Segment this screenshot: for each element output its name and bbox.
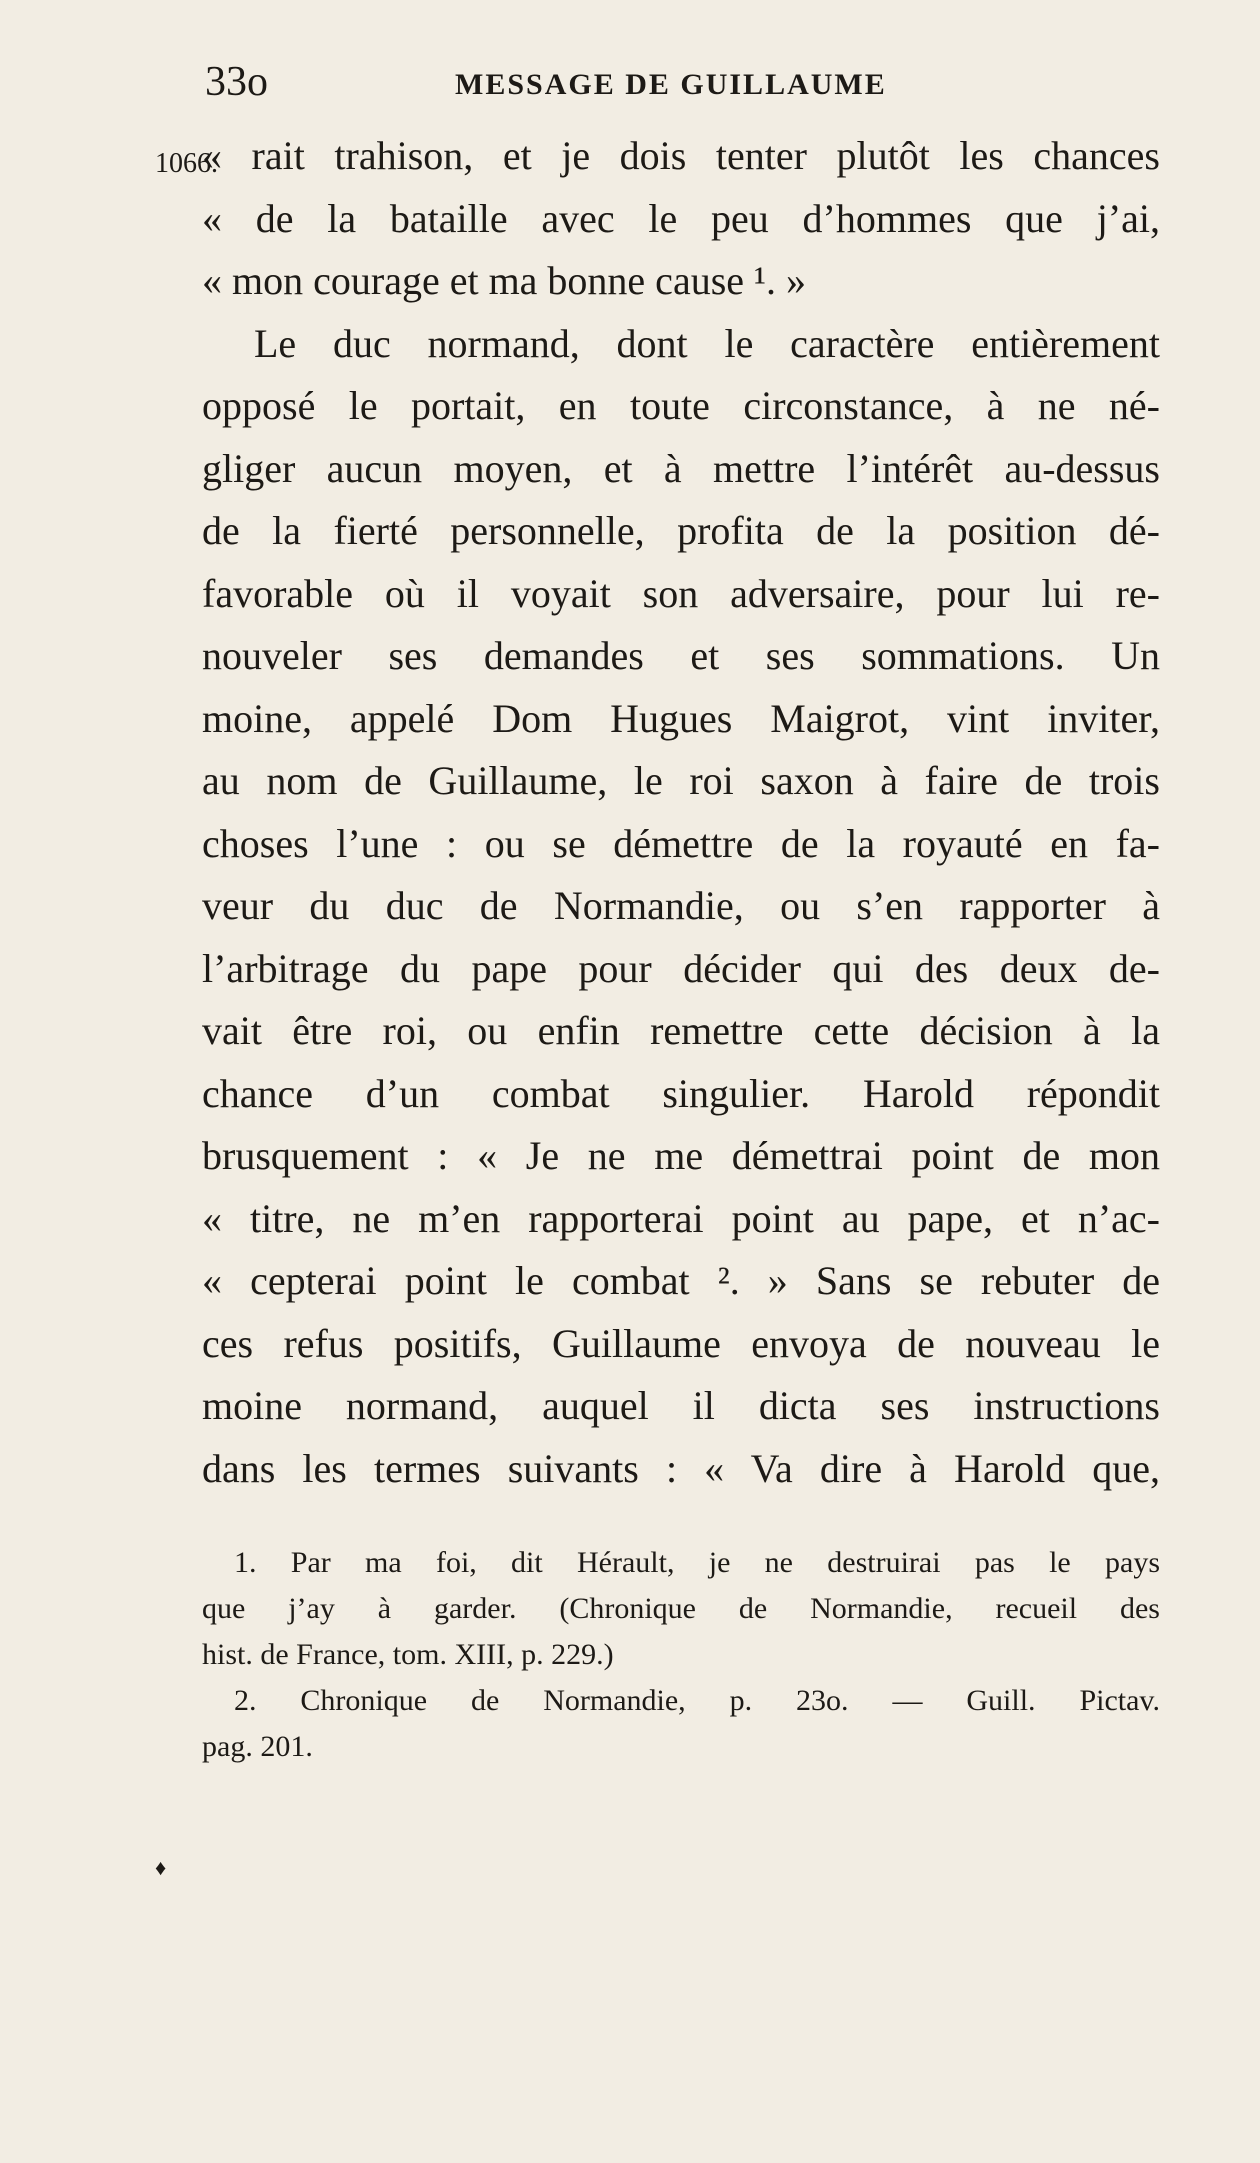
footnote-line: hist. de France, tom. XIII, p. 229.)	[202, 1638, 614, 1671]
body-line: « cepterai point le combat ². » Sans se rebuter de	[202, 1258, 1160, 1303]
page-header	[0, 58, 1260, 108]
body-line: gliger aucun moyen, et à mettre l’intérêt au-dessus	[202, 445, 1160, 491]
body-line: moine normand, auquel il dicta ses instructions	[202, 1383, 1160, 1428]
body-line: nouveler ses demandes et ses sommations. Un	[202, 633, 1160, 678]
body-text	[202, 125, 1160, 1500]
body-line: favorable où il voyait son adversaire, pour lui re-	[202, 570, 1160, 616]
body-line: opposé le portait, en toute circonstance, à ne né-	[202, 383, 1160, 428]
footnote-line: pag. 201.	[202, 1730, 313, 1763]
body-line: Le duc normand, dont le caractère entièrement	[254, 320, 1160, 366]
stray-ink-mark: ♦	[155, 1855, 167, 1880]
body-line: de la fierté personnelle, profita de la position dé-	[202, 508, 1160, 553]
body-line: moine, appelé Dom Hugues Maigrot, vint inviter,	[202, 695, 1160, 741]
footnote-line: que j’ay à garder. (Chronique de Normandie, recueil des	[202, 1592, 1160, 1625]
body-line: « titre, ne m’en rapporterai point au pape, et n’ac-	[202, 1195, 1160, 1241]
body-line: chance d’un combat singulier. Harold répondit	[202, 1070, 1160, 1116]
margin-year: 1066.	[155, 148, 218, 179]
footnote-line: 1. Par ma foi, dit Hérault, je ne destruirai pas le pays	[234, 1546, 1160, 1579]
body-line: « rait trahison, et je dois tenter plutôt les chances	[202, 133, 1160, 178]
body-line: brusquement : « Je ne me démettrai point de mon	[202, 1133, 1160, 1178]
body-line: dans les termes suivants : « Va dire à Harold que,	[202, 1445, 1160, 1491]
body-line: « de la bataille avec le peu d’hommes que j’ai,	[202, 195, 1160, 241]
page-number: 33o	[205, 59, 268, 105]
body-line: choses l’une : ou se démettre de la royauté en fa-	[202, 820, 1160, 866]
footnotes	[202, 1540, 1160, 1770]
body-line: « mon courage et ma bonne cause ¹. »	[202, 258, 807, 303]
body-line: vait être roi, ou enfin remettre cette décision à la	[202, 1008, 1160, 1053]
body-line: ces refus positifs, Guillaume envoya de nouveau le	[202, 1320, 1160, 1366]
body-line: veur du duc de Normandie, ou s’en rapporter à	[202, 883, 1160, 928]
body-line: l’arbitrage du pape pour décider qui des deux de-	[202, 945, 1160, 991]
body-line: au nom de Guillaume, le roi saxon à faire de trois	[202, 758, 1160, 803]
running-title: MESSAGE DE GUILLAUME	[455, 68, 887, 101]
footnote-line: 2. Chronique de Normandie, p. 23o. — Guill. Pictav.	[234, 1684, 1160, 1717]
